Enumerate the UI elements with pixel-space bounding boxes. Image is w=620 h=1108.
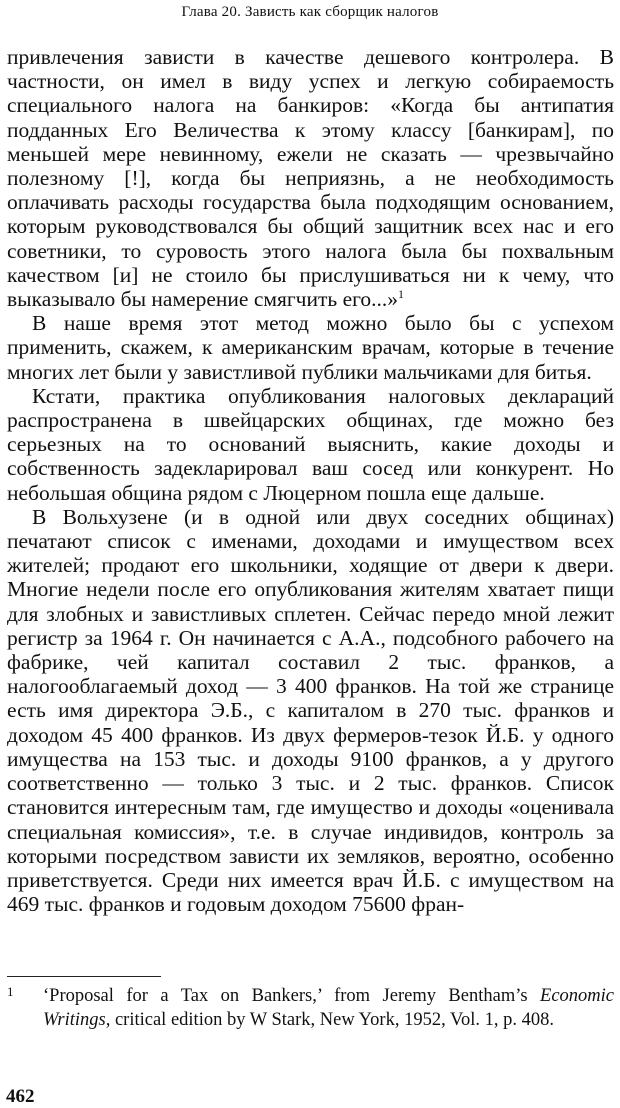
running-head: Глава 20. Зависть как сборщик налогов [181, 4, 439, 20]
footnote [7, 984, 614, 1032]
footnote-text [43, 984, 614, 1032]
paragraph-3: Кстати, практика опубликования налоговых деклараций распространена в швейцарских общинах, где можно без серьезных на то оснований выяснить, какие доходы и собственность задекларировал ваш сосед или конкурент. Но небольшая община рядом с Люцерном пошла еще дальше. [7, 383, 614, 505]
page-number: 462 [6, 1086, 35, 1107]
footnote-reference: 1 [398, 286, 405, 301]
footnote-mark: 1 [7, 984, 14, 999]
paragraph-4: В Вольхузене (и в одной или двух соседних общинах) печатают список с именами, доходами и имуществом всех жителей; продают его школьники, ходящие от двери к двери. Многие недели после его опубликования жителям хватает пищи для злобных и завистливых сплетен. Сейчас передо мной лежит регистр за 1964 г. Он начинается с А.А., подсобного рабочего на фабрике, чей капитал составил 2 тыс. франков, а налогооблагаемый доход — 3 400 франков. На той же странице есть имя директора Э.Б., с капиталом в 270 тыс. франков и доходом 45 400 франков. Из двух фермеров-тезок Й.Б. у одного имущества на 153 тыс. и доходы 9100 франков, а у другого соответственно — только 3 тыс. и 2 тыс. франков. Список становится интересным там, где имущество и доходы «оценивала специальная комиссия», т.е. в случае индивидов, контроль за которыми посредством зависти их земляков, вероятно, особенно приветствуется. Среди них имеется врач Й.Б. с имуществом на 469 тыс. франков и годовым доходом 75600 фран- [7, 504, 614, 917]
footnote-text-after: critical edition by W Stark, New York, 1952, Vol. 1, p. 408. [110, 1010, 554, 1030]
paragraph-2: В наше время этот метод можно было бы с успехом применить, скажем, к американским врачам, которые в течение многих лет были у завистливой публики мальчиками для битья. [7, 311, 614, 384]
footnote-text-before: ‘Proposal for a Tax on Bankers,’ from Jeremy Bentham’s [43, 986, 541, 1006]
paragraph-1 [7, 45, 614, 311]
footnote-divider [7, 976, 161, 977]
body-text [7, 45, 614, 916]
footnote-book-title: Economic Writings, [43, 986, 614, 1030]
paragraph-1-text: привлечения зависти в качестве дешевого контролера. В частности, он имел в виду успех и легкую собираемость специального налога на банкиров: «Когда бы антипатия подданных Его Величества к этому классу [банкирам], по меньшей мере невинному, ежели не сказать — чрезвычайно полезному [!], когда бы неприязнь, а не необходимость оплачивать расходы государства была подходящим основанием, которым руководствовался бы общий защитник всех нас и его советники, то суровость этого налога была бы похвальным качеством [и] не стоило бы прислушиваться ни к чему, что выказывало бы намерение смягчить его...» [7, 45, 614, 312]
